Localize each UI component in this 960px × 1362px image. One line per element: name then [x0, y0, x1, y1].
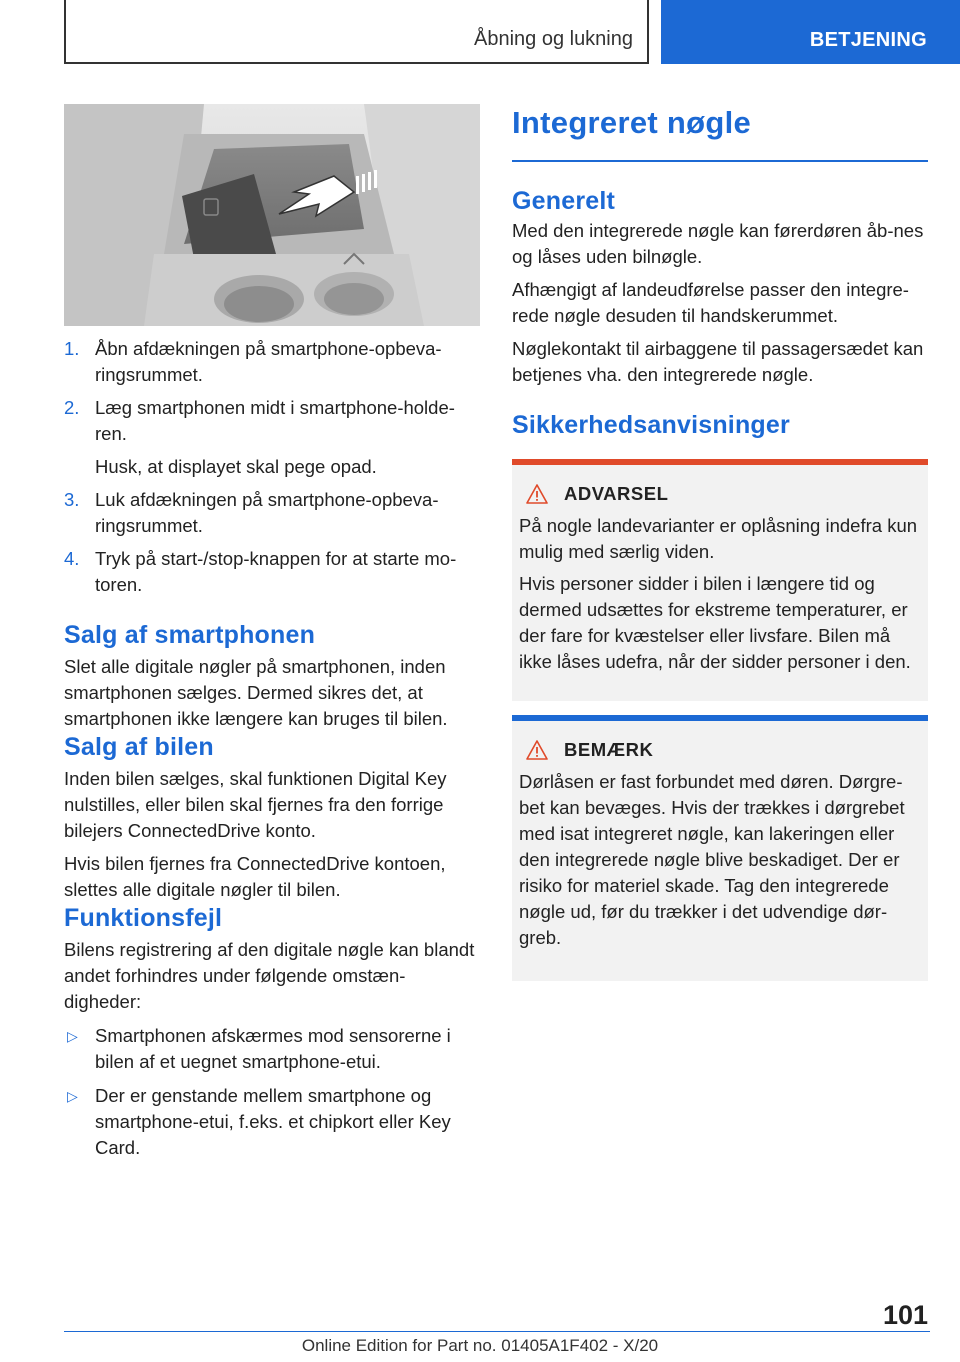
section-title: Åbning og lukning	[473, 28, 633, 50]
step-number: 2.	[64, 397, 80, 418]
left-column	[64, 104, 480, 1169]
step-number: 4.	[64, 548, 80, 569]
bullet-arrow-icon: ▷	[67, 1028, 78, 1044]
sale-car-paragraph-2: Hvis bilen fjernes fra ConnectedDrive kontoen, slettes alle digitale nøgler til bilen.	[64, 853, 446, 900]
step-item	[64, 546, 480, 598]
sale-phone-text: Slet alle digitale nøgler på smartphonen, inden smartphonen sælges. Dermed sikres det, at smartphonen ikke længere kan bruges til bilen.	[64, 656, 448, 729]
smartphone-tray-illustration	[64, 104, 480, 326]
chapter-tab-label: BETJENING	[809, 29, 927, 51]
caution-triangle-icon	[526, 740, 548, 760]
notice-paragraph: Dørlåsen er fast forbundet med døren. Dørgre-bet kan bevæges. Hvis der trækkes i dørgrebet med isat integreret nøgle, kan lakeringen eller den integrerede nøgle blive beskadiget. Der er risiko for materiel skade. Tag den integrerede nøgle ud, før du trækker i det udvendige dør-greb.	[519, 771, 905, 948]
chapter-tab[interactable]	[661, 0, 960, 64]
step-text: Tryk på start-/stop-knappen for at starte mo-toren.	[95, 548, 457, 595]
malfunction-bullet-list	[64, 1023, 480, 1161]
sale-phone-heading: Salg af smartphonen	[64, 621, 316, 649]
step-number: 3.	[64, 489, 80, 510]
general-paragraph-2: Afhængigt af landeudførelse passer den integre-rede nøgle desuden til handskerummet.	[512, 279, 909, 326]
header-section-box	[64, 0, 649, 64]
smartphone-tray-photo	[64, 104, 480, 326]
safety-heading: Sikkerhedsanvisninger	[512, 411, 790, 439]
footer-divider	[64, 1331, 930, 1332]
bullet-text: Smartphonen afskærmes mod sensorerne i bilen af et uegnet smartphone-etui.	[95, 1025, 451, 1072]
step-item	[64, 336, 480, 388]
step-text: Læg smartphonen midt i smartphone-holde-ren.	[95, 397, 455, 444]
malfunction-heading: Funktionsfejl	[64, 904, 223, 932]
step-item	[64, 487, 480, 539]
general-paragraph-3: Nøglekontakt til airbaggene til passagersædet kan betjenes vha. den integrerede nøgle.	[512, 338, 924, 385]
warning-label: ADVARSEL	[564, 483, 669, 504]
warning-paragraph-2: Hvis personer sidder i bilen i længere tid og dermed udsættes for ekstreme temperaturer, er der fare for kvæstelser eller livsfare. Bilen må ikke låses udefra, når der sidder personer i den.	[519, 573, 911, 672]
step-note: Husk, at displayet skal pege opad.	[95, 456, 377, 477]
sale-car-heading: Salg af bilen	[64, 733, 214, 761]
notice-box	[512, 715, 928, 981]
step-item	[64, 395, 480, 480]
page-number: 101	[882, 1300, 928, 1330]
warning-box	[512, 459, 928, 701]
bullet-item	[64, 1083, 480, 1161]
page-title: Integreret nøgle	[512, 104, 928, 162]
steps-list	[64, 336, 480, 598]
right-column	[512, 104, 928, 981]
warning-paragraph-1: På nogle landevarianter er oplåsning indefra kun mulig med særlig viden.	[519, 515, 918, 562]
step-text: Luk afdækningen på smartphone-opbeva-ringsrummet.	[95, 489, 439, 536]
general-heading: Generelt	[512, 187, 616, 215]
malfunction-text: Bilens registrering af den digitale nøgle kan blandt andet forhindres under følgende omstæn-digheder:	[64, 939, 475, 1012]
bullet-item	[64, 1023, 480, 1075]
bullet-text: Der er genstande mellem smartphone og smartphone-etui, f.eks. et chipkort eller Key Card.	[95, 1085, 451, 1158]
edition-footer: Online Edition for Part no. 01405A1F402 - X/20	[301, 1336, 659, 1355]
step-text: Åbn afdækningen på smartphone-opbeva-ringsrummet.	[95, 338, 442, 385]
general-paragraph-1: Med den integrerede nøgle kan førerdøren åb-nes og låses uden bilnøgle.	[512, 220, 924, 267]
notice-header	[526, 739, 918, 761]
notice-label: BEMÆRK	[564, 739, 654, 760]
sale-car-paragraph-1: Inden bilen sælges, skal funktionen Digital Key nulstilles, eller bilen skal fjernes fra den forrige bilejers ConnectedDrive konto.	[64, 768, 447, 841]
warning-triangle-icon	[526, 484, 548, 504]
warning-header	[526, 483, 918, 505]
step-number: 1.	[64, 338, 80, 359]
bullet-arrow-icon: ▷	[67, 1088, 78, 1104]
